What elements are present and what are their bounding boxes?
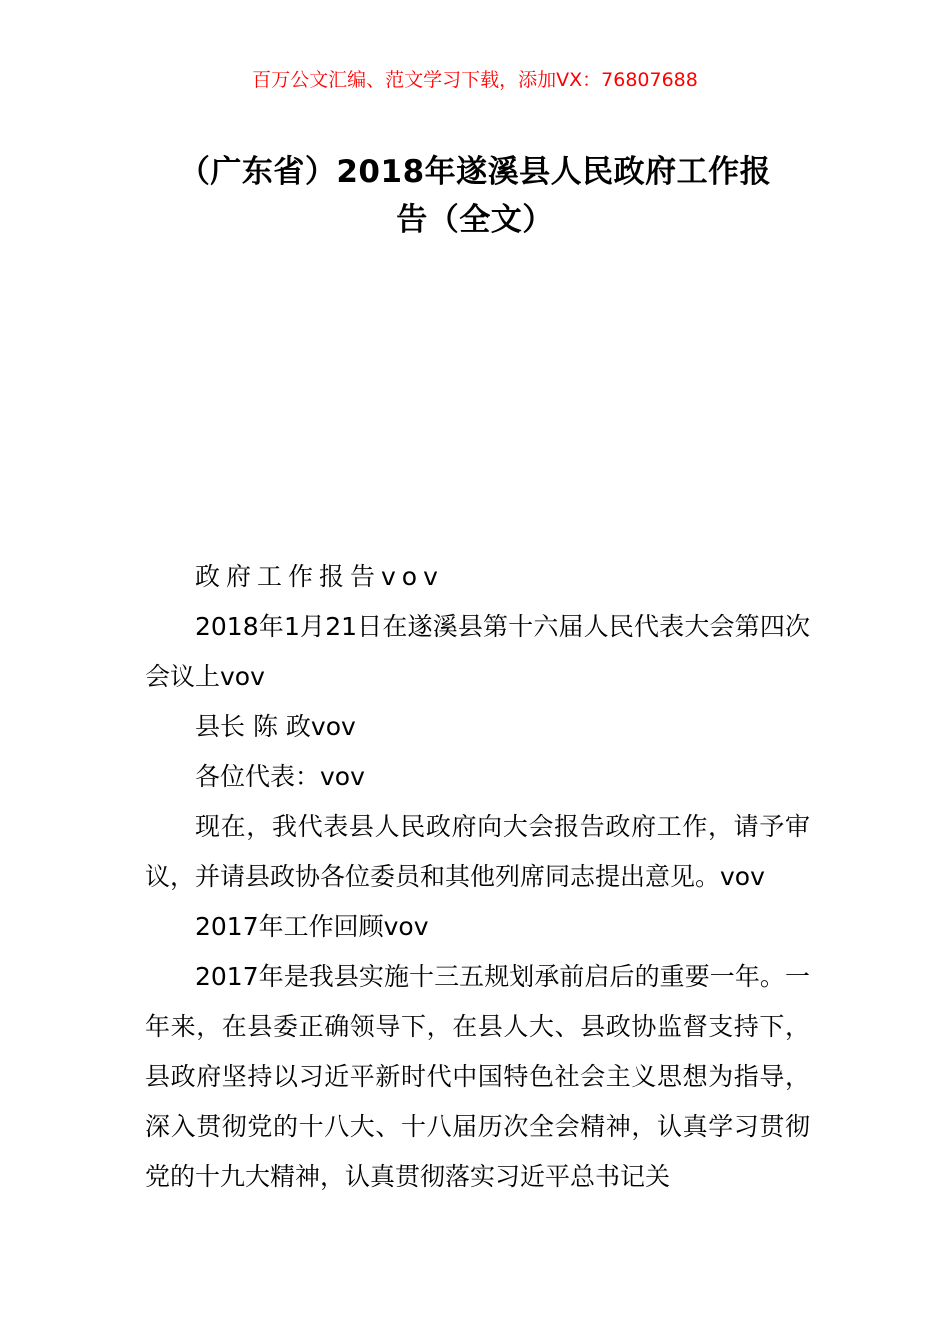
paragraph-review: 2017年是我县实施十三五规划承前启后的重要一年。一年来，在县委正确领导下，在县人大、县政协监督支持下，县政府坚持以习近平新时代中国特色社会主义思想为指导，深入贯彻党的十八大、十八届历次全会精神，认真学习贯彻党的十九大精神，认真贯彻落实习近平总书记关 [145, 962, 810, 1191]
document-title-line-1: （广东省）2018年遂溪县人民政府工作报 [178, 154, 772, 190]
paragraph-speaker: 县长 陈 政vov [195, 712, 356, 741]
paragraph-section-heading: 2017年工作回顾vov [195, 912, 429, 941]
paragraph-salutation: 各位代表：vov [195, 762, 365, 791]
paragraph-meeting-date: 2018年1月21日在遂溪县第十六届人民代表大会第四次会议上vov [145, 612, 810, 691]
watermark-header-note: 百万公文汇编、范文学习下载，添加VX：76807688 [252, 69, 698, 91]
document-title-line-2: 告（全文） [396, 202, 554, 238]
document-body [145, 552, 810, 1202]
document-title [145, 148, 805, 244]
paragraph-report-heading: 政府工作报告vov [195, 562, 444, 591]
paragraph-intro: 现在，我代表县人民政府向大会报告政府工作，请予审议，并请县政协各位委员和其他列席同志提出意见。vov [145, 812, 810, 891]
